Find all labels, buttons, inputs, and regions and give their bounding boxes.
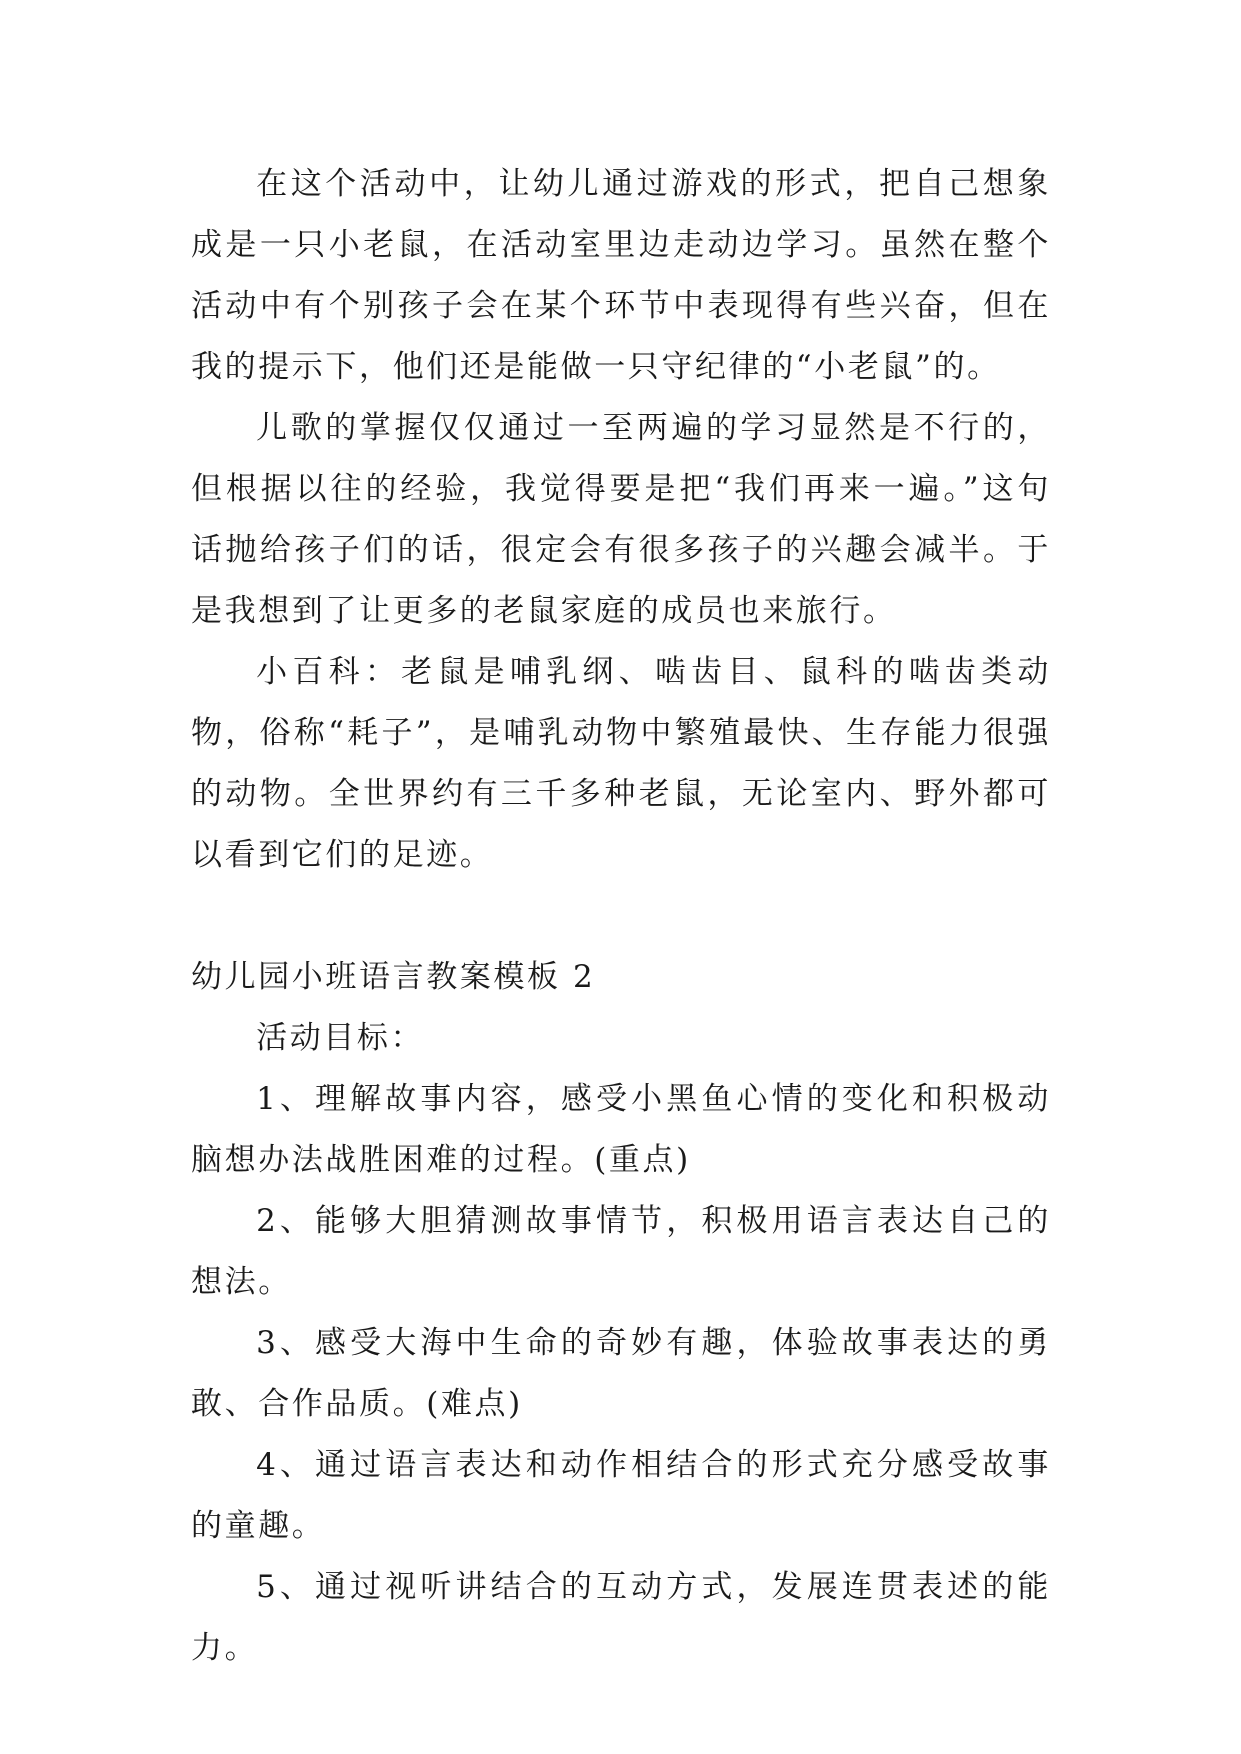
paragraph-encyclopedia: 小百科：老鼠是哺乳纲、啮齿目、鼠科的啮齿类动物，俗称“耗子”，是哺乳动物中繁殖最快、生存能力很强的动物。全世界约有三千多种老鼠，无论室内、野外都可以看到它们的足迹。 (191, 654, 1051, 873)
objective-item-5: 5、通过视听讲结合的互动方式，发展连贯表述的能力。 (191, 1569, 1051, 1666)
objectives-heading: 活动目标： (256, 1020, 425, 1056)
objective-item-3: 3、感受大海中生命的奇妙有趣，体验故事表达的勇敢、合作品质。(难点) (191, 1325, 1051, 1422)
section-spacer (191, 886, 1051, 947)
objective-item-4: 4、通过语言表达和动作相结合的形式充分感受故事的童趣。 (191, 1447, 1051, 1544)
objective-item-2: 2、能够大胆猜测故事情节，积极用语言表达自己的想法。 (191, 1203, 1051, 1300)
objective-item-1: 1、理解故事内容，感受小黑鱼心情的变化和积极动脑想办法战胜困难的过程。(重点) (191, 1081, 1051, 1178)
paragraph-nursery-rhyme: 儿歌的掌握仅仅通过一至两遍的学习显然是不行的，但根据以往的经验，我觉得要是把“我们再来一遍。”这句话抛给孩子们的话，很定会有很多孩子的兴趣会减半。于是我想到了让更多的老鼠家庭的成员也来旅行。 (191, 410, 1051, 629)
section-title: 幼儿园小班语言教案模板 2 (191, 959, 596, 995)
paragraph-activity-reflection: 在这个活动中，让幼儿通过游戏的形式，把自己想象成是一只小老鼠，在活动室里边走动边学习。虽然在整个活动中有个别孩子会在某个环节中表现得有些兴奋，但在我的提示下，他们还是能做一只守纪律的“小老鼠”的。 (191, 166, 1051, 385)
document-body (191, 154, 1051, 1679)
